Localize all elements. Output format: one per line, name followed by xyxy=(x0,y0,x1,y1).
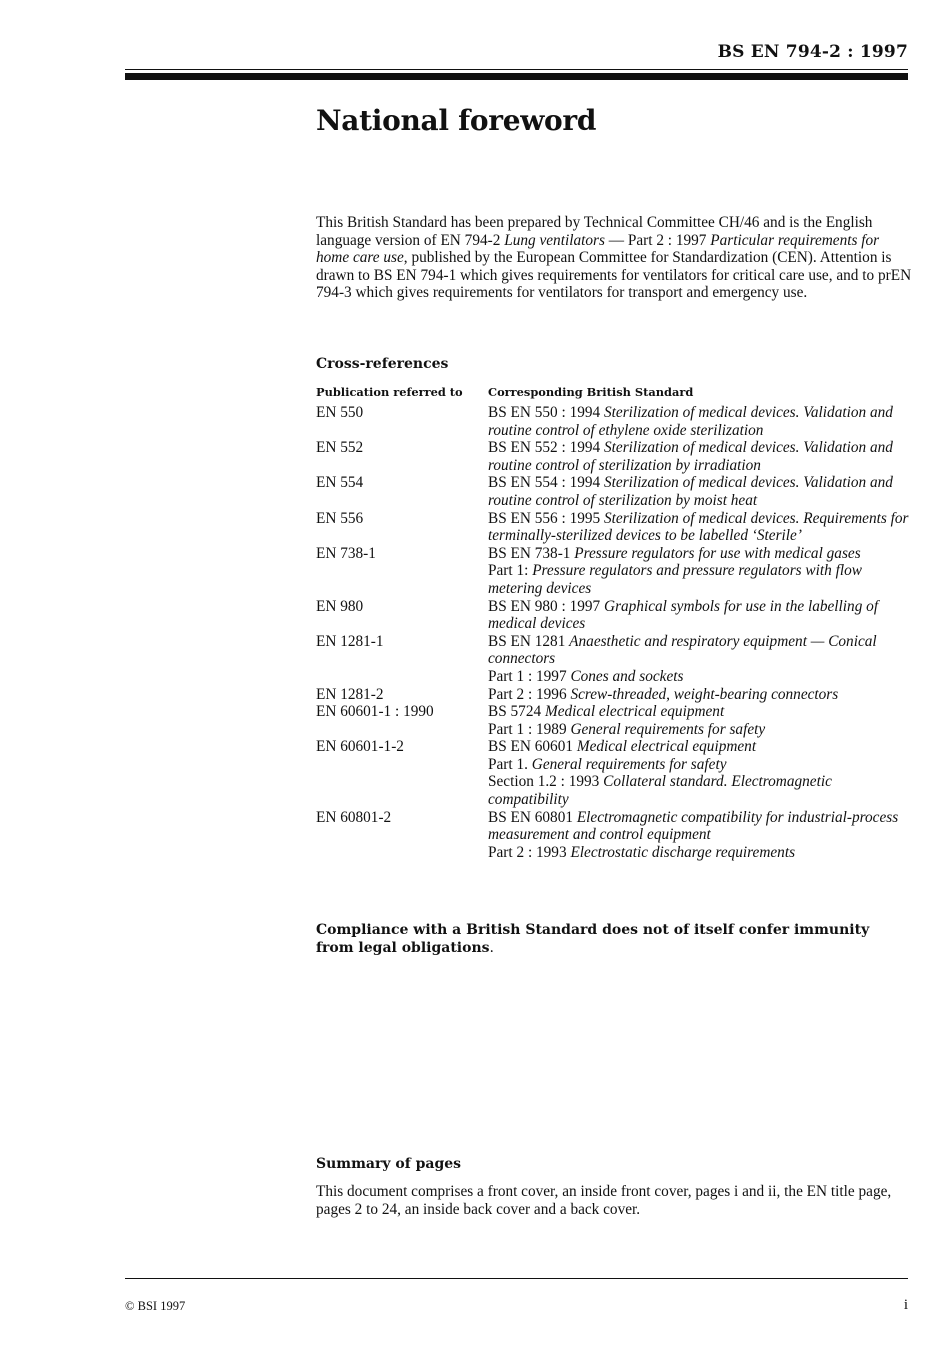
standard-line xyxy=(488,404,913,439)
standard-line xyxy=(488,668,913,686)
compliance-tail: . xyxy=(489,939,494,956)
standard-number: BS 5724 xyxy=(488,703,545,721)
publication-referred-to: EN 552 xyxy=(316,439,364,457)
publication-referred-to: EN 60601-1 : 1990 xyxy=(316,703,434,721)
corresponding-british-standard xyxy=(488,703,913,738)
standard-title: General requirements for safety xyxy=(570,720,766,738)
publication-referred-to: EN 1281-2 xyxy=(316,685,384,703)
intro-text-2: Lung ventilators xyxy=(504,231,605,249)
cross-references-table xyxy=(316,404,916,861)
standard-title: Electromagnetic compatibility for industrial-process measurement and control equipment xyxy=(488,808,899,844)
standard-title: Pressure regulators for use with medical gases xyxy=(574,544,861,562)
corresponding-british-standard xyxy=(488,439,913,474)
compliance-text: Compliance with a British Standard does not of itself confer immunity from legal obligations xyxy=(316,922,870,956)
standard-line xyxy=(488,809,913,844)
standard-title: Medical electrical equipment xyxy=(544,703,725,721)
standard-number: BS EN 980 : 1997 xyxy=(488,597,605,615)
standard-number: Part 2 : 1993 xyxy=(488,843,571,861)
footer-rule xyxy=(125,1278,908,1279)
page-number: i xyxy=(903,1297,908,1313)
standard-title: Anaesthetic and respiratory equipment — Conical connectors xyxy=(488,632,877,668)
standard-number: Part 1 : 1989 xyxy=(488,720,571,738)
standard-line xyxy=(488,721,913,739)
table-row xyxy=(316,598,916,633)
cross-references-heading: Cross-references xyxy=(316,356,449,372)
standard-number: BS EN 554 : 1994 xyxy=(488,474,605,492)
standard-line xyxy=(488,562,913,597)
standard-title: Cones and sockets xyxy=(570,667,684,685)
compliance-statement xyxy=(316,922,896,957)
publication-referred-to: EN 738-1 xyxy=(316,544,376,562)
standard-title: Sterilization of medical devices. Requirements for terminally-sterilized devices to be labelled ‘Sterile’ xyxy=(488,509,909,545)
standard-title: Sterilization of medical devices. Validation and routine control of sterilization by moist heat xyxy=(488,474,893,509)
standard-line xyxy=(488,439,913,474)
standard-line xyxy=(488,474,913,509)
header-thick-rule xyxy=(125,73,908,80)
document-id: BS EN 794-2 : 1997 xyxy=(717,42,908,62)
publication-referred-to: EN 554 xyxy=(316,474,364,492)
standard-title: Pressure regulators and pressure regulators with flow metering devices xyxy=(488,562,862,597)
publication-referred-to: EN 550 xyxy=(316,404,364,421)
standard-title: Graphical symbols for use in the labelling of medical devices xyxy=(488,597,879,633)
standard-line xyxy=(488,598,913,633)
copyright: © BSI 1997 xyxy=(125,1299,186,1313)
standard-number: Part 1 : 1997 xyxy=(488,667,571,685)
table-row xyxy=(316,738,916,808)
column-header-publication: Publication referred to xyxy=(316,385,463,399)
table-row xyxy=(316,404,916,439)
standard-line xyxy=(488,633,913,668)
standard-title: Collateral standard. Electromagnetic compatibility xyxy=(488,773,832,809)
table-row xyxy=(316,686,916,704)
standard-number: Part 1: xyxy=(488,562,533,580)
standard-number: BS EN 738-1 xyxy=(488,544,575,562)
intro-text-1: This British Standard has been prepared by Technical Committee CH/46 and is the English language version of EN 794-2 xyxy=(316,214,873,249)
corresponding-british-standard xyxy=(488,545,913,598)
standard-number: Section 1.2 : 1993 xyxy=(488,773,604,791)
corresponding-british-standard xyxy=(488,738,913,808)
corresponding-british-standard xyxy=(488,474,913,509)
publication-referred-to: EN 556 xyxy=(316,509,364,527)
table-row xyxy=(316,809,916,862)
standard-title: Medical electrical equipment xyxy=(576,738,757,756)
standard-line xyxy=(488,844,913,862)
standard-line xyxy=(488,510,913,545)
standard-line xyxy=(488,756,913,774)
standard-number: BS EN 556 : 1995 xyxy=(488,509,605,527)
intro-paragraph xyxy=(316,214,916,302)
intro-text-3: — Part 2 : 1997 xyxy=(604,231,711,249)
summary-text: This document comprises a front cover, an inside front cover, pages i and ii, the EN title page, pages 2 to 24, an inside back cover and a back cover. xyxy=(316,1183,892,1218)
standard-number: BS EN 552 : 1994 xyxy=(488,439,605,457)
standard-line xyxy=(488,545,913,563)
table-row xyxy=(316,545,916,598)
page-title: National foreword xyxy=(316,104,597,137)
header-thin-rule xyxy=(125,69,908,70)
standard-line xyxy=(488,703,913,721)
standard-line xyxy=(488,773,913,808)
standard-number: Part 2 : 1996 xyxy=(488,685,571,703)
standard-title: Screw-threaded, weight-bearing connectors xyxy=(570,685,839,703)
summary-heading: Summary of pages xyxy=(316,1156,462,1172)
corresponding-british-standard xyxy=(488,686,913,704)
corresponding-british-standard xyxy=(488,404,913,439)
intro-text-5: , published by the European Committee for Standardization (CEN). Attention is drawn to BS EN 794-1 which gives requirements for ventilators for critical care use, and to prEN 794-3 which gives requirements for ventilators for transport and emergency use. xyxy=(316,249,912,302)
standard-line xyxy=(488,686,913,704)
column-header-british-standard: Corresponding British Standard xyxy=(488,385,694,399)
standard-title: Sterilization of medical devices. Validation and routine control of sterilization by irradiation xyxy=(488,439,893,474)
publication-referred-to: EN 60801-2 xyxy=(316,808,392,826)
corresponding-british-standard xyxy=(488,633,913,686)
standard-number: BS EN 60601 xyxy=(488,738,577,756)
corresponding-british-standard xyxy=(488,598,913,633)
standard-number: Part 1. xyxy=(488,755,532,773)
table-row xyxy=(316,439,916,474)
standard-title: Sterilization of medical devices. Validation and routine control of ethylene oxide sterilization xyxy=(488,404,893,439)
corresponding-british-standard xyxy=(488,510,913,545)
standard-title: Electrostatic discharge requirements xyxy=(570,843,796,861)
publication-referred-to: EN 60601-1-2 xyxy=(316,738,404,756)
intro-text-4: Particular requirements for home care use xyxy=(316,231,880,267)
table-row xyxy=(316,633,916,686)
table-row xyxy=(316,510,916,545)
standard-line xyxy=(488,738,913,756)
standard-number: BS EN 60801 xyxy=(488,808,577,826)
table-row xyxy=(316,703,916,738)
corresponding-british-standard xyxy=(488,809,913,862)
standard-number: BS EN 1281 xyxy=(488,632,570,650)
publication-referred-to: EN 980 xyxy=(316,597,364,615)
publication-referred-to: EN 1281-1 xyxy=(316,632,384,650)
standard-number: BS EN 550 : 1994 xyxy=(488,404,605,421)
standard-title: General requirements for safety xyxy=(531,755,727,773)
table-row xyxy=(316,474,916,509)
